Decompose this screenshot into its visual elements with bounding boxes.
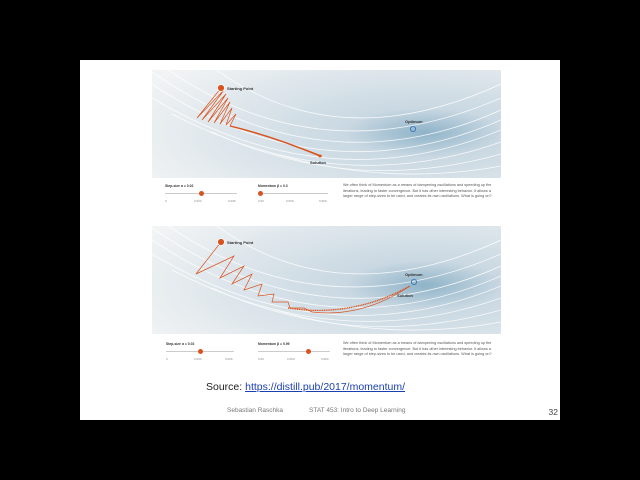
source-prefix: Source:	[206, 381, 246, 393]
stepsize-label-2: Step-size α = 0.02	[166, 342, 195, 346]
slide	[80, 60, 560, 420]
stepsize-label-1: Step-size α = 0.02	[165, 184, 194, 188]
footer-author: Sebastian Raschka	[227, 407, 284, 414]
momentum-thumb-2[interactable]	[306, 349, 311, 354]
tick-label: 0.00	[258, 199, 264, 203]
tick-label: 0.003	[194, 199, 202, 203]
solution-label-2: Solution	[397, 293, 413, 298]
tick-label: 0.003	[194, 357, 202, 361]
page-number: 32	[548, 407, 558, 417]
momentum-label-2: Momentum β = 0.99	[258, 342, 290, 346]
source-link[interactable]: https://distill.pub/2017/momentum/	[245, 381, 406, 393]
solution-label-1: Solution	[310, 160, 326, 165]
optimum-label-2: Optimum	[405, 272, 423, 277]
stepsize-control-2	[166, 342, 233, 361]
description-1: We often think of Momentum as a means of dampening oscillations and speeding up the iterations, leading to faster convergence. But it has other interesting behavior. It allows a larger range of step-sizes to be used, and creates its own oscillations. What is going on?	[343, 183, 492, 199]
momentum-control-1	[258, 184, 327, 203]
tick-label: 0.990	[321, 357, 329, 361]
optimum-label-1: Optimum	[405, 119, 423, 124]
stepsize-thumb-1[interactable]	[199, 191, 204, 196]
momentum-control-2	[258, 342, 329, 361]
stepsize-control-1	[165, 184, 236, 203]
solution-marker-1	[319, 155, 322, 158]
description-2: We often think of Momentum as a means of dampening oscillations and speeding up the iterations, leading to faster convergence. But it has other interesting behavior. It allows a larger range of step-sizes to be used, and creates its own oscillations. What is going on?	[343, 341, 492, 357]
source-citation	[206, 381, 405, 393]
momentum-thumb-1[interactable]	[258, 191, 263, 196]
starting-point-label-1: Starting Point	[227, 86, 254, 91]
tick-label: 0	[165, 199, 167, 203]
contour-plot-2[interactable]	[152, 226, 501, 334]
tick-label: 0.006	[225, 357, 233, 361]
momentum-label-1: Momentum β = 0.3	[258, 184, 288, 188]
tick-label: 0.500	[287, 357, 295, 361]
starting-point-label-2: Starting Point	[227, 240, 254, 245]
contour-plot-1[interactable]	[152, 70, 501, 178]
tick-label: 0.00	[258, 357, 264, 361]
tick-label: 0.006	[228, 199, 236, 203]
tick-label: 0	[166, 357, 168, 361]
starting-point-marker-2	[218, 239, 225, 246]
stepsize-thumb-2[interactable]	[198, 349, 203, 354]
tick-label: 0.500	[286, 199, 294, 203]
starting-point-marker-1	[218, 85, 225, 92]
footer-course: STAT 453: Intro to Deep Learning	[309, 407, 406, 414]
tick-label: 0.990	[319, 199, 327, 203]
